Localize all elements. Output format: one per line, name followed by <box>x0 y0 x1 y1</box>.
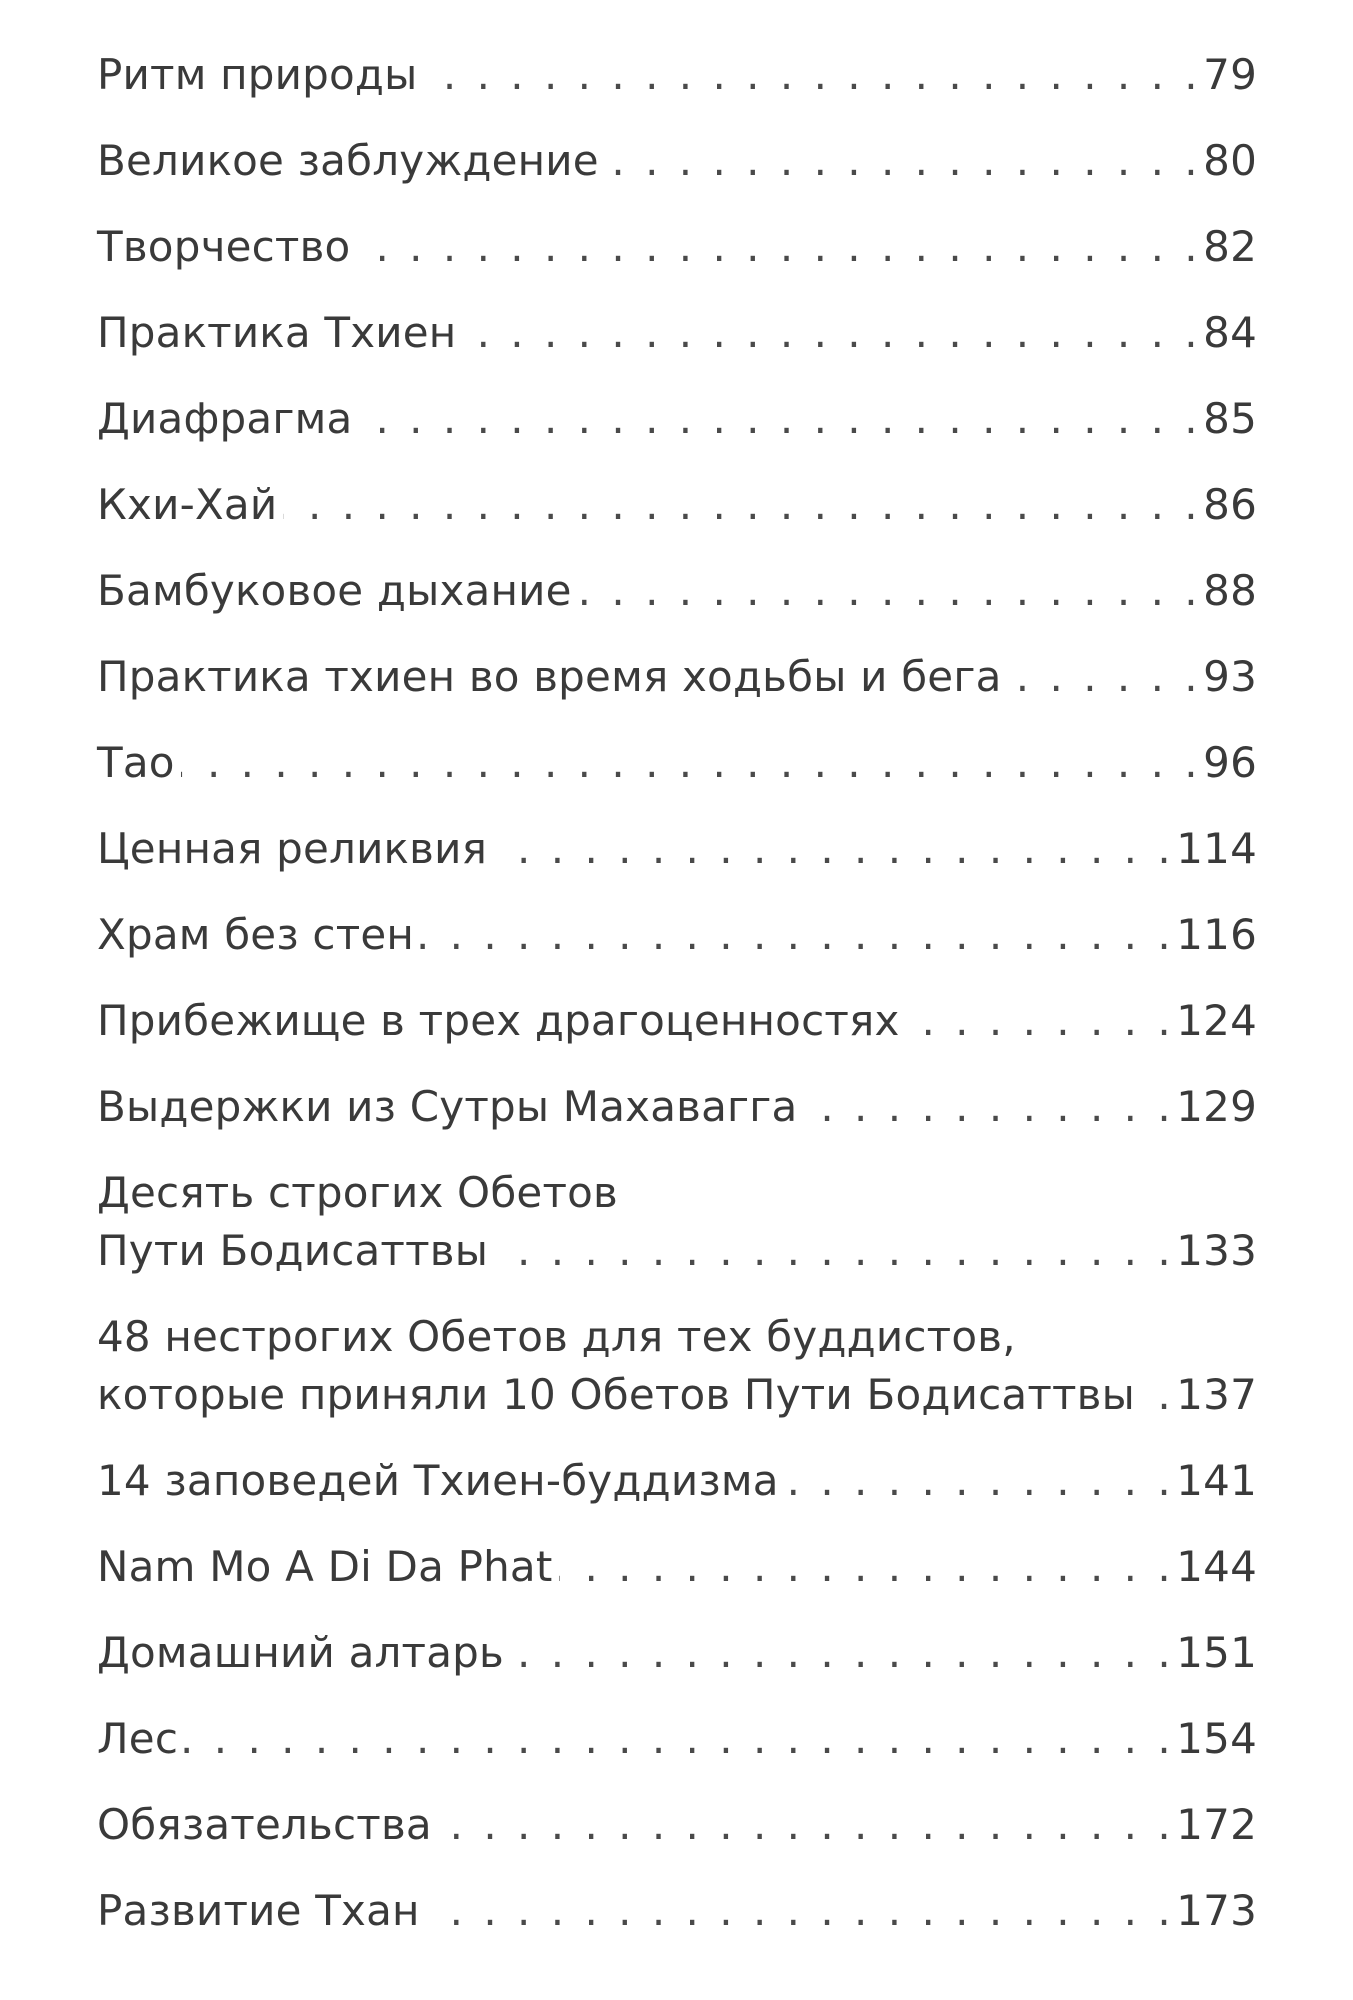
dot-leader <box>804 1078 1175 1136</box>
toc-entry <box>97 46 1257 104</box>
toc-entry-line <box>97 390 1257 448</box>
toc-entry-first-line <box>97 1308 1257 1366</box>
toc-entry-line <box>97 906 1257 964</box>
toc-entry-line <box>97 562 1257 620</box>
toc-entry <box>97 734 1257 792</box>
toc-entry-title: Пути Бодисаттвы <box>97 1226 489 1275</box>
toc-entry-page-number: 141 <box>1176 1456 1257 1505</box>
toc-entry-line <box>97 1796 1257 1854</box>
toc-entry-page-number: 151 <box>1176 1628 1257 1677</box>
dot-leader <box>510 1624 1174 1682</box>
toc-entry-page-number: 96 <box>1203 738 1257 787</box>
toc-entry-line <box>97 820 1257 878</box>
toc-entry-line <box>97 1538 1257 1596</box>
toc-entry-line <box>97 992 1257 1050</box>
toc-entry-title: Домашний алтарь <box>97 1628 504 1677</box>
toc-entry-line <box>97 1710 1257 1768</box>
dot-leader <box>184 1710 1174 1768</box>
toc-entry-page-number: 129 <box>1176 1082 1257 1131</box>
dot-leader <box>420 906 1174 964</box>
toc-entry-line <box>97 476 1257 534</box>
dot-leader <box>494 1222 1174 1280</box>
dot-leader <box>356 218 1201 276</box>
toc-entry-page-number: 137 <box>1176 1370 1257 1419</box>
toc-entry-title: Тао <box>97 738 175 787</box>
toc-entry-page-number: 124 <box>1176 996 1257 1045</box>
toc-entry-page-number: 144 <box>1176 1542 1257 1591</box>
toc-entry-title: Лес <box>97 1714 179 1763</box>
toc-entry-page-number: 79 <box>1203 50 1257 99</box>
toc-entry <box>97 304 1257 362</box>
toc-entry <box>97 1796 1257 1854</box>
toc-entry <box>97 1452 1257 1510</box>
dot-leader <box>1141 1366 1174 1424</box>
dot-leader <box>578 562 1201 620</box>
toc-entry-page-number: 116 <box>1176 910 1257 959</box>
toc-entry-title: Бамбуковое дыхание <box>97 566 572 615</box>
dot-leader <box>906 992 1175 1050</box>
toc-entry-line <box>97 1882 1257 1940</box>
toc-entry-page-number: 172 <box>1176 1800 1257 1849</box>
toc-entry-title: Ритм природы <box>97 50 418 99</box>
toc-entry <box>97 476 1257 534</box>
toc-entry-title: Великое заблуждение <box>97 136 599 185</box>
toc-entry-title: Развитие Тхан <box>97 1886 420 1935</box>
toc-entry-title-line1: 48 нестрогих Обетов для тех буддистов, <box>97 1312 1016 1361</box>
toc-entry-page-number: 82 <box>1203 222 1257 271</box>
toc-entry-page-number: 86 <box>1203 480 1257 529</box>
toc-entry <box>97 1078 1257 1136</box>
toc-entry-page-number: 154 <box>1176 1714 1257 1763</box>
toc-entry-line <box>97 304 1257 362</box>
toc-entry <box>97 820 1257 878</box>
toc-entry <box>97 1882 1257 1940</box>
toc-entry-title: 14 заповедей Тхиен-буддизма <box>97 1456 779 1505</box>
toc-entry <box>97 1164 1257 1280</box>
dot-leader <box>559 1538 1175 1596</box>
toc-entry <box>97 390 1257 448</box>
dot-leader <box>785 1452 1175 1510</box>
toc-entry <box>97 906 1257 964</box>
toc-entry-line <box>97 734 1257 792</box>
toc-entry-title: Творчество <box>97 222 351 271</box>
toc-entry-title: Диафрагма <box>97 394 353 443</box>
toc-entry <box>97 132 1257 190</box>
dot-leader <box>1008 648 1202 706</box>
toc-entry <box>97 562 1257 620</box>
dot-leader <box>181 734 1201 792</box>
toc-entry-line <box>97 1624 1257 1682</box>
toc-entry-line <box>97 1366 1257 1424</box>
toc-entry-page-number: 80 <box>1203 136 1257 185</box>
toc-entry-title: Храм без стен <box>97 910 415 959</box>
toc-entry-page-number: 173 <box>1176 1886 1257 1935</box>
toc-entry <box>97 992 1257 1050</box>
dot-leader <box>605 132 1201 190</box>
toc-entry-line <box>97 1222 1257 1280</box>
toc-entry-page-number: 114 <box>1176 824 1257 873</box>
toc-entry <box>97 1308 1257 1424</box>
toc-entry-first-line <box>97 1164 1257 1222</box>
toc-entry-title: Ценная реликвия <box>97 824 488 873</box>
toc-entry-page-number: 88 <box>1203 566 1257 615</box>
toc-entry <box>97 218 1257 276</box>
toc-entry-page-number: 84 <box>1203 308 1257 357</box>
dot-leader <box>493 820 1174 878</box>
table-of-contents <box>97 46 1257 1968</box>
toc-entry-line <box>97 1452 1257 1510</box>
toc-entry-title: Выдержки из Сутры Махавагга <box>97 1082 798 1131</box>
toc-entry-line <box>97 648 1257 706</box>
toc-entry-line <box>97 46 1257 104</box>
toc-entry-title: Прибежище в трех драгоценностях <box>97 996 900 1045</box>
toc-entry-title-line1: Десять строгих Обетов <box>97 1168 618 1217</box>
toc-entry-line <box>97 1078 1257 1136</box>
toc-entry-title: Кхи-Хай <box>97 480 278 529</box>
toc-entry-page-number: 93 <box>1203 652 1257 701</box>
toc-entry-page-number: 85 <box>1203 394 1257 443</box>
toc-entry-title: которые приняли 10 Обетов Пути Бодисаттвы <box>97 1370 1135 1419</box>
dot-leader <box>358 390 1201 448</box>
toc-entry <box>97 1710 1257 1768</box>
dot-leader <box>424 46 1202 104</box>
toc-entry-line <box>97 218 1257 276</box>
dot-leader <box>462 304 1201 362</box>
toc-entry <box>97 648 1257 706</box>
dot-leader <box>283 476 1201 534</box>
toc-entry-title: Nam Mo A Di Da Phat <box>97 1542 553 1591</box>
toc-entry <box>97 1538 1257 1596</box>
toc-entry-title: Обязательства <box>97 1800 432 1849</box>
toc-entry-line <box>97 132 1257 190</box>
toc-entry-page-number: 133 <box>1176 1226 1257 1275</box>
toc-entry-title: Практика тхиен во время ходьбы и бега <box>97 652 1002 701</box>
toc-entry-title: Практика Тхиен <box>97 308 457 357</box>
toc-entry <box>97 1624 1257 1682</box>
dot-leader <box>426 1882 1175 1940</box>
dot-leader <box>438 1796 1174 1854</box>
